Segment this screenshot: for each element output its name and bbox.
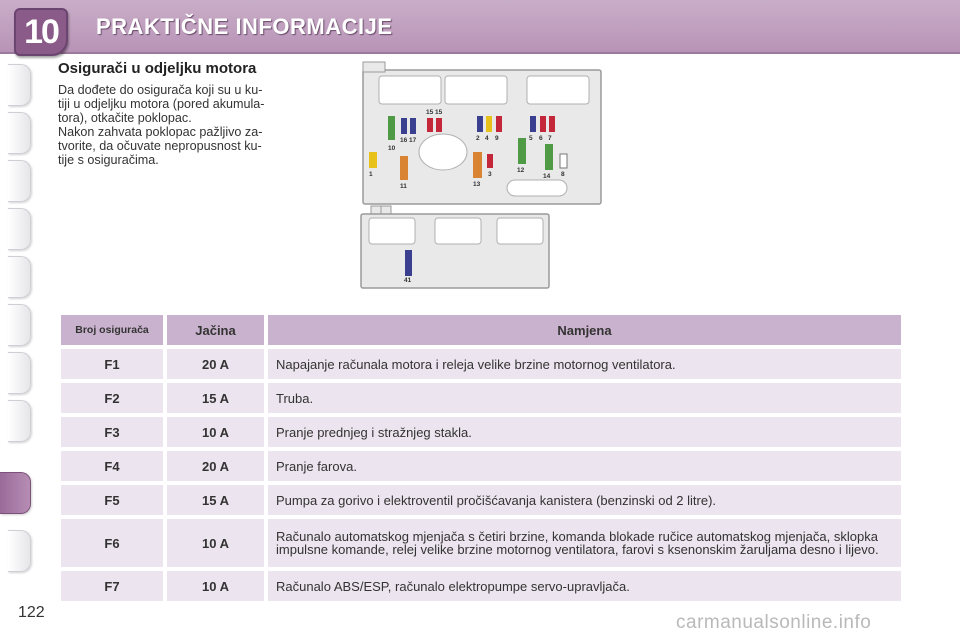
fuse-label: 14	[543, 173, 551, 180]
col-rating: Jačina	[167, 315, 264, 345]
table-row	[61, 417, 901, 447]
fuse-15a	[427, 118, 433, 132]
fuse-41	[405, 250, 412, 276]
fuse-label: 6	[539, 135, 543, 142]
fuse-15b	[436, 118, 442, 132]
fuse-label: 9	[495, 135, 499, 142]
fuse-11	[400, 156, 408, 180]
chapter-side-tabs	[0, 64, 34, 584]
fuse-number: F4	[61, 451, 163, 481]
fuse-purpose: Pranje farova.	[268, 451, 901, 481]
fuse-number: F6	[61, 519, 163, 567]
fuse-label: 41	[404, 277, 412, 284]
table-row	[61, 383, 901, 413]
fuse-purpose: Napajanje računala motora i releja velike brzine motornog ventilatora.	[268, 349, 901, 379]
fuse-8	[560, 154, 567, 168]
chapter-tab-3[interactable]	[8, 160, 31, 202]
table-row	[61, 451, 901, 481]
fuse-label: 2	[476, 135, 480, 142]
chapter-tab-5[interactable]	[8, 256, 31, 298]
chapter-tab-8[interactable]	[8, 400, 31, 442]
chapter-tab-4[interactable]	[8, 208, 31, 250]
fuse-label: 8	[561, 171, 565, 178]
watermark: carmanualsonline.info	[676, 612, 872, 633]
fuse-label: 13	[473, 181, 481, 188]
chapter-tab-6[interactable]	[8, 304, 31, 346]
fuse-rating: 15 A	[167, 485, 264, 515]
fuse-13	[473, 152, 482, 178]
section-title: Osigurači u odjeljku motora	[58, 60, 257, 77]
table-header-row	[61, 315, 901, 345]
fuse-9	[496, 116, 502, 132]
fuse-label: 3	[488, 171, 492, 178]
fuse-2	[477, 116, 483, 132]
fuse-purpose: Računalo automatskog mjenjača s četiri brzine, komanda blokade ručice automatskog mjenjača, sklopka impulsne komande, relej velike brzine motornog ventilatora, farovi s ksenonskim žaruljama desno i lijevo.	[268, 519, 901, 567]
page-number: 122	[18, 604, 45, 621]
chapter-tab-2[interactable]	[8, 112, 31, 154]
fuse-3	[487, 154, 493, 168]
fuse-label: 11	[400, 183, 407, 190]
fuse-6	[540, 116, 546, 132]
chapter-tab-1[interactable]	[8, 64, 31, 106]
fuse-rating: 15 A	[167, 383, 264, 413]
fuse-label: 16	[400, 137, 408, 144]
fuse-label: 15	[426, 109, 434, 116]
chapter-number-badge: 10	[14, 8, 68, 56]
fuse-rating: 20 A	[167, 451, 264, 481]
chapter-header	[0, 0, 960, 54]
fuse-label: 12	[517, 167, 525, 174]
fuse-number: F3	[61, 417, 163, 447]
fuse-rating: 20 A	[167, 349, 264, 379]
chapter-tab-7[interactable]	[8, 352, 31, 394]
fuse-rating: 10 A	[167, 417, 264, 447]
fuse-12	[518, 138, 526, 164]
col-purpose: Namjena	[268, 315, 901, 345]
fuse-number: F2	[61, 383, 163, 413]
fuse-label: 1	[369, 171, 373, 178]
fuse-14	[545, 144, 553, 170]
fuse-17	[410, 118, 416, 134]
chapter-tab-10-active[interactable]	[0, 472, 31, 514]
col-fuse-number: Broj osigurača	[61, 315, 163, 345]
intro-paragraph-1: Da dođete do osigurača koji su u ku- tiji u odjeljku motora (pored akumula- tora), otkačite poklopac.	[58, 83, 265, 125]
fuse-table	[57, 311, 905, 605]
fuse-number: F7	[61, 571, 163, 601]
fuse-label: 17	[409, 137, 417, 144]
fuse-box-main	[363, 62, 601, 204]
chapter-title: PRAKTIČNE INFORMACIJE	[96, 14, 393, 39]
fuse-purpose: Računalo ABS/ESP, računalo elektropumpe servo-upravljača.	[268, 571, 901, 601]
fuse-box-diagram	[355, 60, 605, 292]
chapter-tab-11[interactable]	[8, 530, 31, 572]
fuse-5	[530, 116, 536, 132]
intro-paragraph-2: Nakon zahvata poklopac pažljivo za- tvorite, da očuvate nepropusnost ku- tije s osiguračima.	[58, 125, 263, 167]
fuse-7	[549, 116, 555, 132]
table-row	[61, 349, 901, 379]
fuse-label: 15	[435, 109, 443, 116]
table-row	[61, 571, 901, 601]
fuse-rating: 10 A	[167, 571, 264, 601]
fuse-16	[401, 118, 407, 134]
fuse-number: F5	[61, 485, 163, 515]
table-row	[61, 519, 901, 567]
fuse-label: 4	[485, 135, 489, 142]
table-row	[61, 485, 901, 515]
fuse-purpose: Pumpa za gorivo i elektroventil pročišćavanja kanistera (benzinski od 2 litre).	[268, 485, 901, 515]
fuse-rating: 10 A	[167, 519, 264, 567]
fuse-box-secondary	[361, 206, 549, 288]
fuse-purpose: Pranje prednjeg i stražnjeg stakla.	[268, 417, 901, 447]
fuse-purpose: Truba.	[268, 383, 901, 413]
fuse-label: 10	[388, 145, 396, 152]
fuse-number: F1	[61, 349, 163, 379]
fuse-label: 7	[548, 135, 552, 142]
fuse-1	[369, 152, 377, 168]
fuse-label: 5	[529, 135, 533, 142]
fuse-10	[388, 116, 395, 140]
fuse-4	[486, 116, 492, 132]
